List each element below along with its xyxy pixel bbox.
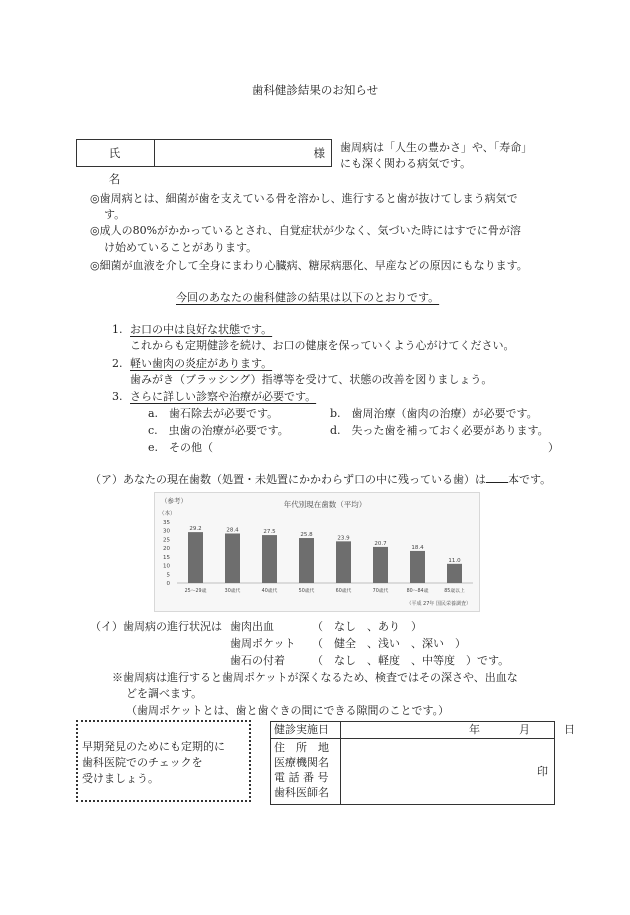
note-line: ※歯周病は進行すると歯周ポケットが深くなるため、検査ではその深さや、出血な	[112, 671, 518, 684]
x-tick-label: 50歳代	[298, 589, 315, 594]
y-tick-label: 0	[166, 581, 170, 587]
status-choices: （ なし 、あり ）	[312, 620, 422, 633]
bar-value-label: 25.8	[300, 532, 313, 539]
page-title: 歯科健診結果のお知らせ	[251, 83, 379, 97]
checkup-reminder-box	[76, 720, 251, 802]
bar	[188, 532, 203, 583]
result-title: 軽い歯肉の炎症があります。	[130, 357, 273, 370]
teeth-count-blank[interactable]	[486, 471, 508, 483]
bar-value-label: 27.5	[263, 529, 276, 536]
status-item: 歯周ポケット	[230, 637, 296, 650]
y-tick-label: 10	[163, 563, 170, 570]
address-label: 住 所 地	[274, 741, 329, 754]
option-c: c. 虫歯の治療が必要です。	[148, 424, 289, 437]
results-heading: 今回のあなたの歯科健診の結果は以下のとおりです。	[176, 291, 440, 304]
teeth-bar-chart	[155, 493, 479, 611]
option-e-close: ）	[548, 441, 559, 454]
teeth-count-suffix: 本です。	[508, 473, 552, 486]
fact-line: ◎成人の80%がかかっているとされ、自覚症状が少なく、気づいた時にはすでに骨が溶	[90, 224, 521, 237]
x-tick-label: 40歳代	[261, 589, 278, 594]
bar	[373, 547, 388, 583]
y-tick-label: 25	[163, 537, 170, 544]
month-label: 月	[519, 723, 530, 736]
y-tick-label: 30	[163, 528, 170, 535]
name-field	[76, 139, 332, 186]
result-number: 2.	[112, 357, 123, 370]
bar-value-label: 18.4	[411, 544, 424, 551]
year-label: 年	[469, 723, 480, 736]
teeth-count-prefix: （ア）あなたの現在歯数（処置・未処置にかかわらず口の中に残っている歯）は	[90, 473, 486, 486]
x-tick-label: 25〜29歳	[184, 589, 207, 594]
bar-value-label: 23.9	[337, 535, 350, 542]
result-title: お口の中は良好な状態です。	[130, 323, 273, 336]
x-tick-label: 70歳代	[372, 589, 389, 594]
teeth-chart	[154, 492, 480, 612]
bar-value-label: 28.4	[226, 527, 239, 534]
status-label: （イ）歯周病の進行状況は	[90, 620, 222, 633]
dentist-label: 歯科医師名	[274, 786, 329, 799]
reminder-line: 歯科医院でのチェックを	[82, 756, 203, 769]
tagline-line-1: 歯周病は「人生の豊かさ」や、「寿命」	[340, 141, 533, 154]
bar	[262, 535, 277, 583]
reminder-line: 受けましょう。	[82, 772, 159, 785]
y-tick-label: 35	[163, 520, 170, 526]
note-line: どを調べます。	[126, 687, 203, 700]
bar-value-label: 29.2	[189, 526, 202, 533]
day-label: 日	[564, 723, 575, 736]
exam-info-table	[270, 721, 575, 805]
clinic-labels	[271, 739, 341, 805]
bar-value-label: 20.7	[374, 540, 387, 547]
option-a: a. 歯石除去が必要です。	[148, 407, 279, 420]
bar-value-label: 11.0	[448, 557, 461, 564]
bar	[447, 564, 462, 583]
chart-source: （平成 27年 国民栄養調査）	[406, 601, 471, 607]
result-description: これからも定期健診を続け、お口の健康を保っていくよう心がけてください。	[130, 339, 515, 352]
phone-label: 電 話 番 号	[274, 771, 329, 784]
fact-line: ◎細菌が血液を介して全身にまわり心臓病、糖尿病悪化、早産などの原因にもなります。	[90, 259, 528, 272]
status-choices: （ なし 、軽度 、中等度 ）です。	[312, 654, 510, 667]
option-e: e. その他（	[148, 441, 214, 454]
status-choices: （ 健全 、浅い 、深い ）	[312, 637, 466, 650]
y-tick-label: 20	[163, 546, 170, 553]
result-description: 歯みがき（ブラッシング）指導等を受けて、状態の改善を図りましょう。	[130, 373, 493, 386]
bar	[410, 551, 425, 583]
note-line: （歯周ポケットとは、歯と歯ぐきの間にできる隙間のことです。）	[126, 704, 450, 717]
y-tick-label: 15	[163, 554, 170, 561]
tagline-line-2: にも深く関わる病気です。	[340, 157, 472, 170]
chart-tag: （参考）	[161, 497, 187, 505]
bar	[225, 534, 240, 583]
x-tick-label: 80〜84歳	[406, 589, 429, 594]
x-tick-label: 85歳以上	[444, 589, 465, 594]
institution-label: 医療機関名	[274, 756, 329, 769]
clinic-info-field[interactable]	[341, 739, 555, 805]
bar	[336, 541, 351, 583]
y-tick-label: 5	[166, 572, 170, 579]
fact-line: け始めていることがあります。	[104, 241, 258, 254]
name-label: 氏 名	[77, 140, 155, 166]
seal-label: 印	[537, 764, 548, 778]
fact-line: す。	[104, 208, 126, 221]
bar	[299, 538, 314, 583]
status-item: 歯肉出血	[230, 620, 274, 633]
reminder-line: 早期発見のためにも定期的に	[82, 740, 225, 753]
option-b: b. 歯周治療（歯肉の治療）が必要です。	[330, 407, 538, 420]
exam-date-field[interactable]	[341, 722, 575, 739]
exam-date-label: 健診実施日	[271, 722, 341, 739]
name-suffix: 様	[313, 146, 325, 160]
status-item: 歯石の付着	[230, 654, 285, 667]
result-title: さらに詳しい診察や治療が必要です。	[130, 390, 317, 403]
result-number: 3.	[112, 390, 123, 403]
x-tick-label: 60歳代	[335, 589, 352, 594]
fact-line: ◎歯周病とは、細菌が歯を支えている骨を溶かし、進行すると歯が抜けてしまう病気で	[90, 192, 518, 205]
teeth-count-line	[90, 471, 551, 488]
chart-unit: （本）	[159, 511, 176, 517]
chart-title: 年代別現在歯数（平均）	[283, 500, 367, 509]
x-tick-label: 30歳代	[224, 589, 241, 594]
result-number: 1.	[112, 323, 123, 336]
option-d: d. 失った歯を補っておく必要があります。	[330, 424, 549, 437]
